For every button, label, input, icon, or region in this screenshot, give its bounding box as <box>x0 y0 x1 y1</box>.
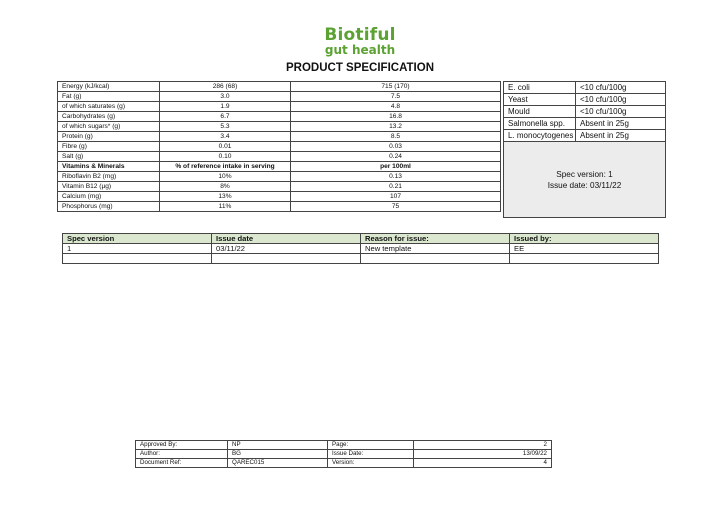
issue-column-header: Issue date <box>212 234 361 244</box>
issue-row <box>63 254 659 264</box>
nutrition-row <box>58 152 501 162</box>
nutrient-label: Salt (g) <box>58 152 160 162</box>
vitamin-label: Phosphorus (mg) <box>58 202 160 212</box>
per-100-value: 8.5 <box>291 132 501 142</box>
vitamin-serving-value: 10% <box>160 172 291 182</box>
per-100-value: 0.24 <box>291 152 501 162</box>
vitamin-row <box>58 182 501 192</box>
nutrient-label: of which sugars* (g) <box>58 122 160 132</box>
footer-label: Approved By: <box>136 441 228 450</box>
issue-cell <box>212 254 361 264</box>
micro-row <box>504 106 666 118</box>
vitamins-header-row <box>58 162 501 172</box>
footer-label: Document Ref: <box>136 459 228 468</box>
issue-cell <box>63 254 212 264</box>
footer-label: Version: <box>328 459 414 468</box>
footer-value: BG <box>228 450 328 459</box>
brand-logo <box>0 27 720 56</box>
micro-row <box>504 130 666 142</box>
vitamins-header-label: Vitamins & Minerals <box>58 162 160 172</box>
organism-name: E. coli <box>504 82 576 94</box>
issue-cell: 03/11/22 <box>212 244 361 254</box>
page-title: PRODUCT SPECIFICATION <box>285 62 434 74</box>
issue-header-row <box>63 234 659 244</box>
issue-row <box>63 244 659 254</box>
organism-limit: <10 cfu/100g <box>576 82 666 94</box>
serving-value: 6.7 <box>160 112 291 122</box>
vitamin-label: Vitamin B12 (µg) <box>58 182 160 192</box>
spec-version-text: Spec version: 1 <box>556 169 613 179</box>
organism-limit: <10 cfu/100g <box>576 106 666 118</box>
vitamin-row <box>58 192 501 202</box>
nutrient-label: of which saturates (g) <box>58 102 160 112</box>
serving-value: 3.0 <box>160 92 291 102</box>
vitamin-serving-value: 8% <box>160 182 291 192</box>
document-footer-table <box>135 440 552 468</box>
vitamin-per-100-value: 0.21 <box>291 182 501 192</box>
serving-value: 5.3 <box>160 122 291 132</box>
nutrition-row <box>58 102 501 112</box>
footer-value: NP <box>228 441 328 450</box>
vitamins-header-per100: per 100ml <box>291 162 501 172</box>
vitamins-header-serving: % of reference intake in serving <box>160 162 291 172</box>
serving-value: 0.01 <box>160 142 291 152</box>
vitamin-serving-value: 13% <box>160 192 291 202</box>
nutrition-row <box>58 132 501 142</box>
footer-row <box>136 459 552 468</box>
vitamin-row <box>58 202 501 212</box>
nutrient-label: Fat (g) <box>58 92 160 102</box>
organism-name: Salmonella spp. <box>504 118 576 130</box>
micro-row <box>504 118 666 130</box>
nutrient-label: Carbohydrates (g) <box>58 112 160 122</box>
issue-cell: EE <box>510 244 659 254</box>
logo-tagline: gut health <box>324 43 396 57</box>
spec-info-box <box>504 142 666 218</box>
issue-column-header: Reason for issue: <box>361 234 510 244</box>
issue-cell: 1 <box>63 244 212 254</box>
nutrition-row <box>58 82 501 92</box>
nutrient-label: Protein (g) <box>58 132 160 142</box>
micro-row <box>504 94 666 106</box>
organism-limit: Absent in 25g <box>576 130 666 142</box>
footer-value: QAREC015 <box>228 459 328 468</box>
serving-value: 286 (68) <box>160 82 291 92</box>
organism-name: Yeast <box>504 94 576 106</box>
vitamin-label: Riboflavin B2 (mg) <box>58 172 160 182</box>
per-100-value: 715 (170) <box>291 82 501 92</box>
issue-column-header: Issued by: <box>510 234 659 244</box>
vitamin-per-100-value: 107 <box>291 192 501 202</box>
microbiology-table <box>503 81 666 218</box>
vitamin-row <box>58 172 501 182</box>
serving-value: 0.10 <box>160 152 291 162</box>
per-100-value: 4.8 <box>291 102 501 112</box>
nutrient-label: Fibre (g) <box>58 142 160 152</box>
nutrition-row <box>58 92 501 102</box>
nutrient-label: Energy (kJ/kcal) <box>58 82 160 92</box>
nutrition-row <box>58 122 501 132</box>
issue-history-table <box>62 233 659 264</box>
serving-value: 3.4 <box>160 132 291 142</box>
issue-cell: New template <box>361 244 510 254</box>
footer-row <box>136 450 552 459</box>
vitamin-label: Calcium (mg) <box>58 192 160 202</box>
logo-wordmark: Biotiful <box>324 25 396 45</box>
footer-label: Author: <box>136 450 228 459</box>
footer-value: 13/09/22 <box>414 450 552 459</box>
issue-cell <box>510 254 659 264</box>
per-100-value: 16.8 <box>291 112 501 122</box>
organism-limit: <10 cfu/100g <box>576 94 666 106</box>
organism-name: Mould <box>504 106 576 118</box>
per-100-value: 0.03 <box>291 142 501 152</box>
spec-issue-date-text: Issue date: 03/11/22 <box>547 180 622 190</box>
organism-limit: Absent in 25g <box>576 118 666 130</box>
per-100-value: 7.5 <box>291 92 501 102</box>
micro-row <box>504 82 666 94</box>
per-100-value: 13.2 <box>291 122 501 132</box>
issue-cell <box>361 254 510 264</box>
serving-value: 1.9 <box>160 102 291 112</box>
footer-label: Issue Date: <box>328 450 414 459</box>
footer-value: 4 <box>414 459 552 468</box>
vitamin-serving-value: 11% <box>160 202 291 212</box>
nutrition-row <box>58 112 501 122</box>
footer-label: Page: <box>328 441 414 450</box>
vitamin-per-100-value: 0.13 <box>291 172 501 182</box>
footer-row <box>136 441 552 450</box>
footer-value: 2 <box>414 441 552 450</box>
issue-column-header: Spec version <box>63 234 212 244</box>
organism-name: L. monocytogenes <box>504 130 576 142</box>
vitamin-per-100-value: 75 <box>291 202 501 212</box>
nutrition-table <box>57 81 501 212</box>
nutrition-row <box>58 142 501 152</box>
